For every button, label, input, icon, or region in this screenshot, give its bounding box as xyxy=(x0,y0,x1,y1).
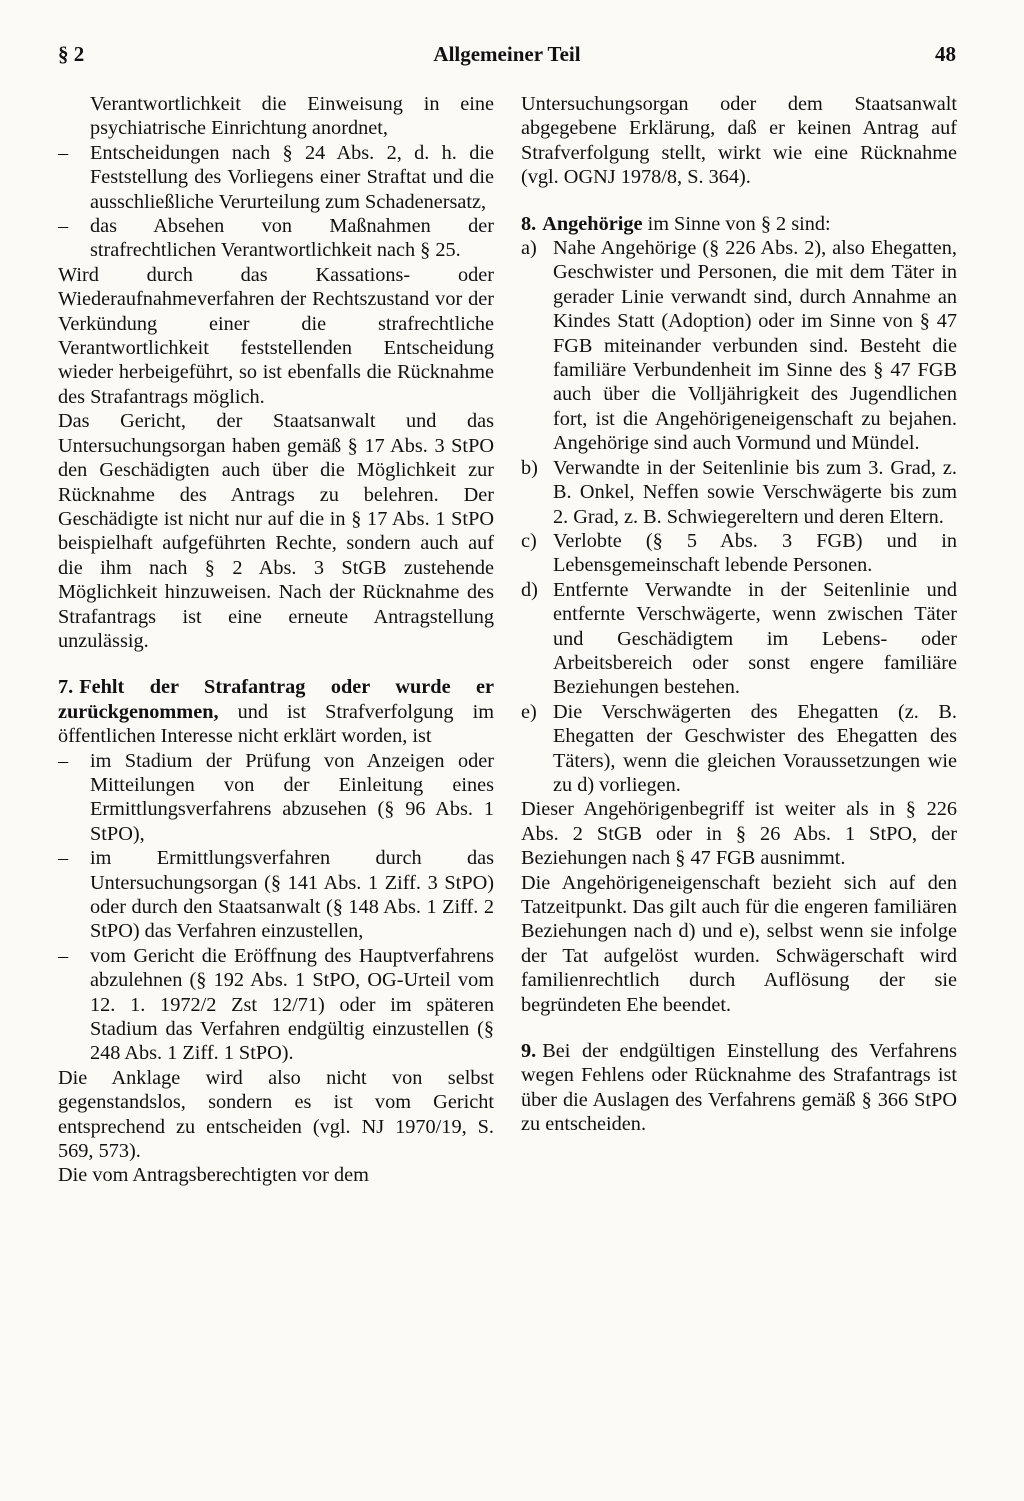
section-text: im Sinne von § 2 sind: xyxy=(647,212,831,235)
list-item xyxy=(521,700,957,798)
list-item xyxy=(521,529,957,578)
section-number: 9. xyxy=(521,1040,537,1063)
right-column xyxy=(521,92,957,1137)
list-item: – im Stadium der Prüfung von Anzeigen oder Mitteilungen von der Einleitung eines Ermittlungsverfahrens abzusehen (§ 96 Abs. 1 StPO), xyxy=(58,749,494,847)
item-text: Verlobte (§ 5 Abs. 3 FGB) und in Lebensgemeinschaft lebende Personen. xyxy=(553,529,957,577)
paragraph: Die Angehörigeneigenschaft bezieht sich auf den Tatzeitpunkt. Das gilt auch für die engeren familiären Beziehungen nach d) und e), selbst wenn sie infolge der Tat aufgelöst wurden. Schwägerschaft wird familienrechtlich durch Auflösung der sie begründeten Ehe beendet. xyxy=(521,871,957,1016)
section-7 xyxy=(58,675,494,748)
item-label: b) xyxy=(521,456,538,479)
item-text: Die Verschwägerten des Ehegatten (z. B. Ehegatten der Geschwister des Ehegatten des Täters), wenn die gleichen Voraussetzungen wie zu d) vorliegen. xyxy=(553,700,957,796)
page-number: 48 xyxy=(935,42,956,66)
list-item xyxy=(521,456,957,529)
continued-text: Untersuchungsorgan oder dem Staatsanwalt abgegebene Erklärung, daß er keinen Antrag auf Strafverfolgung stellt, wirkt wie eine Rücknahme (vgl. OGNJ 1978/8, S. 364). xyxy=(521,93,957,189)
list-item: – vom Gericht die Eröffnung des Hauptverfahrens abzulehnen (§ 192 Abs. 1 StPO, OG-Urteil vom 12. 1. 1972/2 Zst 12/71) oder im späteren Stadium das Verfahren endgültig einzustellen (§ 248 Abs. 1 Ziff. 1 StPO). xyxy=(58,944,494,1066)
section-number: 7. xyxy=(58,676,74,699)
paragraph: Die Anklage wird also nicht von selbst gegenstandslos, sondern es ist vom Gericht entsprechend zu entscheiden (vgl. NJ 1970/19, S. 569, 573). xyxy=(58,1066,494,1163)
item-text: Verwandte in der Seitenlinie bis zum 3. Grad, z. B. Onkel, Neffen sowie Verschwägerte bis zum 2. Grad, z. B. Schwiegereltern und deren Eltern. xyxy=(553,456,957,528)
section-text: und ist Strafverfolgung im öffentlichen Interesse nicht erklärt worden, ist xyxy=(58,700,494,748)
paragraph: Dieser Angehörigenbegriff ist weiter als in § 226 Abs. 2 StGB oder in § 26 Abs. 1 StPO, der Beziehungen nach § 47 FGB ausnimmt. xyxy=(521,798,957,870)
item-text: Entfernte Verwandte in der Seitenlinie und entfernte Verschwägerte, wenn zwischen Täter und Geschädigtem im Lebens- oder Arbeitsbereich oder sonst engere familiäre Beziehungen bestehen. xyxy=(553,578,957,699)
paragraph: Wird durch das Kassations- oder Wiederaufnahmeverfahren der Rechtszustand vor der Verkündung einer die strafrechtliche Verantwortlichkeit feststellenden Entscheidung wieder herbeigeführt, so ist ebenfalls die Rücknahme des Strafantrags möglich. xyxy=(58,263,494,408)
list-item: – im Ermittlungsverfahren durch das Untersuchungsorgan (§ 141 Abs. 1 Ziff. 3 StPO) oder durch den Staatsanwalt (§ 148 Abs. 1 Ziff. 2 StPO) das Verfahren einzustellen, xyxy=(58,846,494,944)
section-heading: Fehlt der Strafantrag oder wurde er zurückgenommen, xyxy=(58,676,494,723)
left-column xyxy=(58,92,494,1188)
section-marker: § 2 xyxy=(58,42,85,66)
list-item: – Entscheidungen nach § 24 Abs. 2, d. h. die Feststellung des Vorliegens einer Straftat und die ausschließliche Verurteilung zum Schadenersatz, xyxy=(58,141,494,214)
section-text: Bei der endgültigen Einstellung des Verfahrens wegen Fehlens oder Rücknahme des Strafantrags ist über die Auslagen des Verfahrens gemäß § 366 StPO zu entscheiden. xyxy=(521,1040,957,1136)
section-number: 8. xyxy=(521,212,537,235)
item-label: d) xyxy=(521,578,538,601)
section-heading: Angehörige xyxy=(542,212,643,235)
list-item xyxy=(521,578,957,700)
paragraph: Die vom Antragsberechtigten vor dem xyxy=(58,1164,369,1187)
page-header xyxy=(58,42,956,76)
continued-text: Verantwortlichkeit die Einweisung in eine psychiatrische Einrichtung anordnet, xyxy=(90,93,494,140)
paragraph: Das Gericht, der Staatsanwalt und das Untersuchungsorgan haben gemäß § 17 Abs. 3 StPO den Geschädigten auch über die Möglichkeit zur Rücknahme des Antrags zu belehren. Der Geschädigte ist nicht nur auf die in § 17 Abs. 1 StPO beispielhaft aufgeführten Rechte, sondern auch auf die ihm nach § 2 Abs. 3 StGB zustehende Möglichkeit hinzuweisen. Nach der Rücknahme des Strafantrags ist eine erneute Antragstellung unzulässig. xyxy=(58,410,494,652)
section-8 xyxy=(521,212,957,236)
running-title: Allgemeiner Teil xyxy=(433,42,581,66)
item-label: a) xyxy=(521,237,537,260)
item-label: c) xyxy=(521,529,537,552)
item-label: e) xyxy=(521,700,537,723)
list-item xyxy=(521,236,957,456)
list-item: – das Absehen von Maßnahmen der strafrechtlichen Verantwortlichkeit nach § 25. xyxy=(58,214,494,263)
item-text: Nahe Angehörige (§ 226 Abs. 2), also Ehegatten, Geschwister und Personen, die mit dem Täter in gerader Linie verwandt sind, durch Annahme an Kindes Statt (Adoption) oder im Sinne von § 47 FGB miteinander verbunden sind. Besteht die familiäre Verbundenheit im Sinne des § 47 FGB auch über die Volljährigkeit des Jugendlichen fort, ist die Angehörigeneigenschaft zu bejahen. Angehörige sind auch Vormund und Mündel. xyxy=(553,237,957,455)
section-9 xyxy=(521,1039,957,1137)
